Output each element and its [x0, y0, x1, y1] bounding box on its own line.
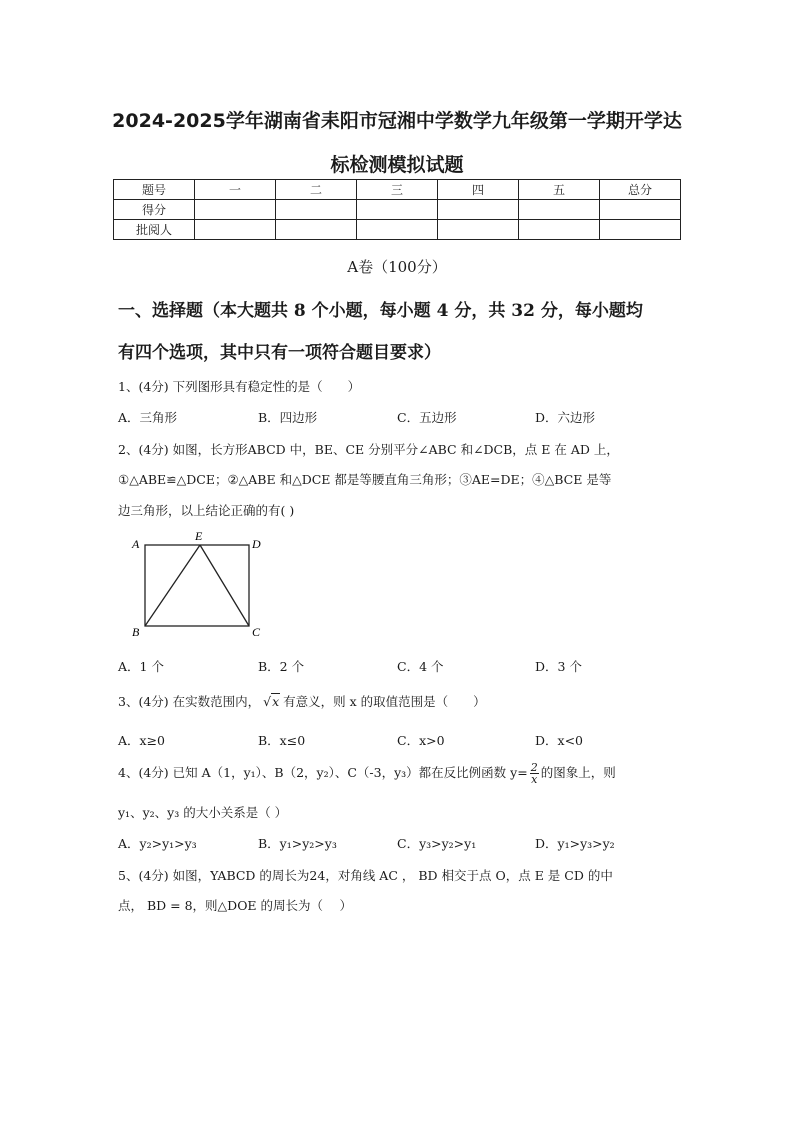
- fraction-2-over-x: [530, 762, 539, 785]
- score-header-cell: 四: [438, 180, 519, 200]
- rectangle-figure: [128, 530, 278, 642]
- reviewer-row-label: 批阅人: [114, 220, 195, 240]
- score-cell: [195, 200, 276, 220]
- q2-option-d: D．3 个: [535, 659, 582, 674]
- section-a-heading: A卷（100分）: [347, 258, 447, 276]
- label-c: C: [252, 625, 261, 639]
- score-header-cell: 题号: [114, 180, 195, 200]
- score-cell: [519, 200, 600, 220]
- q1-option-c: C．五边形: [397, 410, 457, 425]
- q2-option-a: A．1 个: [118, 659, 164, 674]
- reviewer-cell: [438, 220, 519, 240]
- q2-stem-line2: ①△ABE≌△DCE；②△ABE 和△DCE 都是等腰直角三角形；③AE=DE；④△BCE 是等: [118, 472, 612, 487]
- q3-option-c: C．x>0: [397, 733, 445, 748]
- sqrt-x: √x: [263, 694, 280, 709]
- reviewer-cell: [276, 220, 357, 240]
- section1-heading-line2: 有四个选项，其中只有一项符合题目要求）: [118, 343, 441, 363]
- label-e: E: [195, 530, 203, 543]
- q1-stem: 1、(4分) 下列图形具有稳定性的是（ ）: [118, 379, 361, 394]
- q4-option-c: C．y₃>y₂>y₁: [397, 836, 477, 851]
- score-header-cell: 三: [357, 180, 438, 200]
- q5-stem-line1: 5、(4分) 如图，YABCD 的周长为24，对角线 AC ， BD 相交于点 O，点 E 是 CD 的中: [118, 868, 613, 883]
- q1-option-a: A．三角形: [118, 410, 178, 425]
- label-d: D: [252, 537, 261, 551]
- q3-option-d: D．x<0: [535, 733, 583, 748]
- q2-stem-line1: 2、(4分) 如图，长方形ABCD 中，BE、CE 分别平分∠ABC 和∠DCB，点 E 在 AD 上，: [118, 442, 619, 457]
- q2-option-c: C．4 个: [397, 659, 444, 674]
- q4-stem-line2: y₁、y₂、y₃ 的大小关系是（ ）: [118, 805, 288, 820]
- label-a: A: [132, 537, 140, 551]
- q5-stem-line2: 点， BD = 8，则△DOE 的周长为（ ）: [118, 898, 353, 913]
- section1-heading-line1: 一、选择题（本大题共 8 个小题，每小题 4 分，共 32 分，每小题均: [118, 301, 643, 321]
- q2-option-b: B．2 个: [258, 659, 305, 674]
- fraction-denominator: x: [531, 773, 538, 786]
- score-row-label: 得分: [114, 200, 195, 220]
- q4-option-d: D．y₁>y₃>y₂: [535, 836, 615, 851]
- score-cell: [276, 200, 357, 220]
- segment-be: [145, 545, 200, 626]
- score-header-cell: 二: [276, 180, 357, 200]
- exam-title-line2: 标检测模拟试题: [330, 154, 464, 176]
- score-cell: [357, 200, 438, 220]
- q4-stem-post: 的图象上，则: [540, 765, 616, 780]
- label-b: B: [132, 625, 140, 639]
- q3-option-a: A．x≥0: [118, 733, 166, 748]
- fraction-numerator: 2: [530, 761, 538, 774]
- score-header-cell: 五: [519, 180, 600, 200]
- reviewer-cell: [519, 220, 600, 240]
- score-cell: [438, 200, 519, 220]
- exam-title-line1: 2024-2025学年湖南省耒阳市冠湘中学数学九年级第一学期开学达: [112, 110, 682, 132]
- q3-stem-post: 有意义，则 x 的取值范围是（ ）: [283, 694, 486, 709]
- reviewer-row: [114, 220, 681, 240]
- q4-option-b: B．y₁>y₂>y₃: [258, 836, 337, 851]
- segment-ce: [200, 545, 249, 626]
- score-cell: [600, 200, 681, 220]
- q1-option-d: D．六边形: [535, 410, 596, 425]
- reviewer-cell: [600, 220, 681, 240]
- reviewer-cell: [195, 220, 276, 240]
- reviewer-cell: [357, 220, 438, 240]
- score-header-cell: 一: [195, 180, 276, 200]
- q4-stem-line1: [118, 762, 616, 785]
- score-table: [113, 179, 681, 240]
- q3-option-b: B．x≤0: [258, 733, 306, 748]
- q4-option-a: A．y₂>y₁>y₃: [118, 836, 197, 851]
- score-header-cell: 总分: [600, 180, 681, 200]
- q4-stem-pre: 4、(4分) 已知 A（1，y₁）、B（2，y₂）、C（-3，y₃）都在反比例函数 y=: [118, 765, 528, 780]
- q1-option-b: B．四边形: [258, 410, 318, 425]
- q2-stem-line3: 边三角形，以上结论正确的有( ): [118, 503, 295, 518]
- score-row: [114, 200, 681, 220]
- q3-stem: [118, 692, 486, 710]
- q3-stem-pre: 3、(4分) 在实数范围内，: [118, 694, 261, 709]
- sqrt-radicand: x: [272, 694, 280, 709]
- rectangle-abcd: [145, 545, 249, 626]
- score-table-header-row: [114, 180, 681, 200]
